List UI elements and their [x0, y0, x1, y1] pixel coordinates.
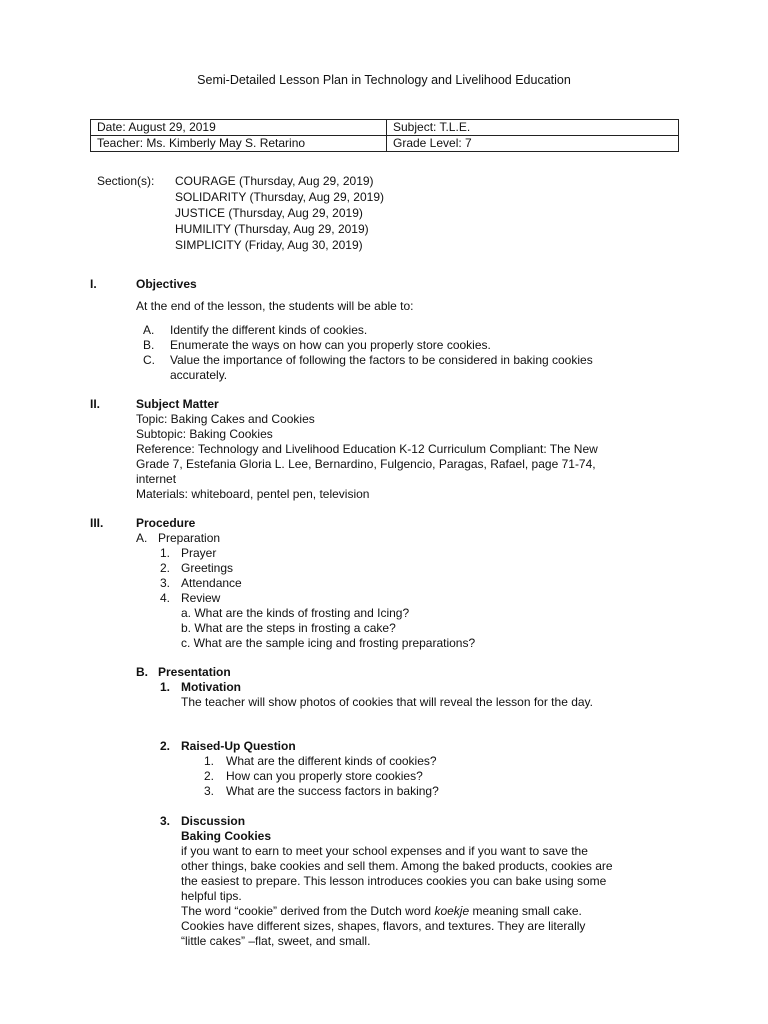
- review-question: b. What are the steps in frosting a cake?: [181, 621, 396, 635]
- discussion-line: the easiest to prepare. This lesson introduces cookies you can bake using some: [181, 874, 607, 888]
- presentation-heading: Presentation: [158, 665, 231, 679]
- objective-text-continued: accurately.: [170, 368, 228, 382]
- preparation-label: A.: [136, 531, 148, 545]
- topic-line: Topic: Baking Cakes and Cookies: [136, 412, 315, 426]
- objectives-intro: At the end of the lesson, the students will be able to:: [136, 299, 414, 313]
- reference-line: Reference: Technology and Livelihood Education K-12 Curriculum Compliant: The New: [136, 442, 598, 456]
- motivation-number: 1.: [160, 680, 171, 694]
- info-table: [90, 119, 679, 152]
- prep-number: 3.: [160, 576, 171, 590]
- question-number: 1.: [204, 754, 215, 768]
- prep-number: 4.: [160, 591, 171, 605]
- prep-number: 2.: [160, 561, 171, 575]
- procedure-number: III.: [90, 516, 104, 530]
- subject-cell: Subject: T.L.E.: [387, 120, 679, 136]
- preparation-heading: Preparation: [158, 531, 221, 545]
- subject-matter-heading: Subject Matter: [136, 397, 219, 411]
- objectives-heading: Objectives: [136, 277, 197, 291]
- subtopic-line: Subtopic: Baking Cookies: [136, 427, 273, 441]
- materials-line: Materials: whiteboard, pentel pen, television: [136, 487, 370, 501]
- discussion-heading: Discussion: [181, 814, 246, 828]
- prep-item: Greetings: [181, 561, 234, 575]
- info-row: [91, 136, 679, 152]
- question-number: 3.: [204, 784, 215, 798]
- cookie-description-line: Cookies have different sizes, shapes, flavors, and textures. They are literally: [181, 919, 586, 933]
- discussion-line: if you want to earn to meet your school expenses and if you want to save the: [181, 844, 588, 858]
- section-item: SIMPLICITY (Friday, Aug 30, 2019): [175, 238, 363, 252]
- sections-label: Section(s):: [97, 174, 155, 188]
- presentation-label: B.: [136, 665, 148, 679]
- cookie-etymology-post: meaning small cake.: [469, 904, 582, 918]
- objective-label: C.: [143, 353, 155, 367]
- info-row: [91, 120, 679, 136]
- motivation-heading: Motivation: [181, 680, 241, 694]
- section-item: JUSTICE (Thursday, Aug 29, 2019): [175, 206, 363, 220]
- question-text: What are the different kinds of cookies?: [226, 754, 437, 768]
- objective-text: Identify the different kinds of cookies.: [170, 323, 368, 337]
- objective-label: B.: [143, 338, 155, 352]
- raised-question-heading: Raised-Up Question: [181, 739, 296, 753]
- prep-number: 1.: [160, 546, 171, 560]
- reference-line: Grade 7, Estefania Gloria L. Lee, Bernardino, Fulgencio, Paragas, Rafael, page 71-74,: [136, 457, 596, 471]
- objective-label: A.: [143, 323, 155, 337]
- objective-text: Value the importance of following the factors to be considered in baking cookies: [170, 353, 593, 367]
- cookie-etymology-line: [181, 904, 582, 919]
- cookie-etymology-pre: The word “cookie” derived from the Dutch word: [181, 904, 435, 918]
- teacher-cell: Teacher: Ms. Kimberly May S. Retarino: [91, 136, 387, 152]
- prep-item: Prayer: [181, 546, 217, 560]
- question-text: What are the success factors in baking?: [226, 784, 439, 798]
- discussion-subheading: Baking Cookies: [181, 829, 272, 843]
- review-question: c. What are the sample icing and frosting preparations?: [181, 636, 476, 650]
- motivation-text: The teacher will show photos of cookies that will reveal the lesson for the day.: [181, 695, 593, 709]
- subject-matter-number: II.: [90, 397, 101, 411]
- raised-question-number: 2.: [160, 739, 171, 753]
- reference-line: internet: [136, 472, 177, 486]
- discussion-line: other things, bake cookies and sell them. Among the baked products, cookies are: [181, 859, 613, 873]
- section-item: HUMILITY (Thursday, Aug 29, 2019): [175, 222, 369, 236]
- date-cell: Date: August 29, 2019: [91, 120, 387, 136]
- objectives-number: I.: [90, 277, 97, 291]
- prep-item: Review: [181, 591, 221, 605]
- section-item: COURAGE (Thursday, Aug 29, 2019): [175, 174, 374, 188]
- discussion-line: helpful tips.: [181, 889, 242, 903]
- objective-text: Enumerate the ways on how can you properly store cookies.: [170, 338, 491, 352]
- grade-cell: Grade Level: 7: [387, 136, 679, 152]
- review-question: a. What are the kinds of frosting and Icing?: [181, 606, 410, 620]
- prep-item: Attendance: [181, 576, 242, 590]
- cookie-dutch-word: koekje: [434, 904, 470, 918]
- document-title: Semi-Detailed Lesson Plan in Technology and Livelihood Education: [197, 73, 571, 87]
- discussion-number: 3.: [160, 814, 171, 828]
- question-number: 2.: [204, 769, 215, 783]
- question-text: How can you properly store cookies?: [226, 769, 423, 783]
- section-item: SOLIDARITY (Thursday, Aug 29, 2019): [175, 190, 384, 204]
- procedure-heading: Procedure: [136, 516, 196, 530]
- cookie-description-line: “little cakes” –flat, sweet, and small.: [181, 934, 371, 948]
